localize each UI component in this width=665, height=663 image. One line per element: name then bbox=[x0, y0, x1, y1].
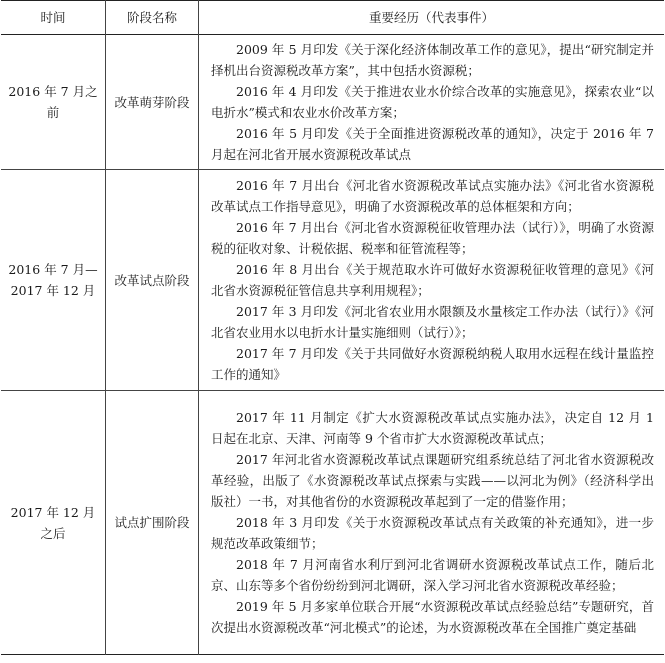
time-cell: 2017 年 12 月之后 bbox=[1, 391, 106, 655]
header-stage: 阶段名称 bbox=[106, 1, 199, 35]
events-cell bbox=[199, 170, 665, 391]
event-item: 2009 年 5 月印发《关于深化经济体制改革工作的意见》，提出“研究制定并择机出台资源税改革方案”，其中包括水资源税； bbox=[211, 42, 654, 78]
event-item: 2018 年 7 月河南省水利厅到河北省调研水资源税改革试点工作，随后北京、山东等多个省份纷纷到河北调研，深入学习河北省水资源税改革经验； bbox=[211, 557, 654, 593]
event-item: 2018 年 3 月印发《关于水资源税改革试点有关政策的补充通知》，进一步规范改革政策细节； bbox=[211, 515, 654, 551]
event-item: 2016 年 4 月印发《关于推进农业水价综合改革的实施意见》，探索农业“以电折水”模式和农业水价改革方案； bbox=[211, 84, 654, 120]
table-row bbox=[1, 391, 664, 655]
table-row bbox=[1, 35, 664, 170]
events-cell bbox=[199, 391, 665, 655]
event-item: 2016 年 7 月出台《河北省水资源税改革试点实施办法》《河北省水资源税改革试点工作指导意见》，明确了水资源税改革的总体框架和方向； bbox=[211, 178, 654, 214]
event-item: 2017 年 7 月印发《关于共同做好水资源税纳税人取用水远程在线计量监控工作的通知》 bbox=[211, 346, 654, 382]
event-item: 2017 年河北省水资源税改革试点课题研究组系统总结了河北省水资源税改革经验，出版了《水资源税改革试点探索与实践——以河北为例》（经济科学出版社）一书，对其他省份的水资源税改革起到了一定的借鉴作用； bbox=[211, 452, 654, 509]
event-item: 2016 年 7 月出台《河北省水资源税征收管理办法（试行）》，明确了水资源税的征收对象、计税依据、税率和征管流程等； bbox=[211, 220, 654, 256]
events-cell bbox=[199, 35, 665, 170]
time-cell: 2016 年 7 月之前 bbox=[1, 35, 106, 170]
stage-cell: 试点扩围阶段 bbox=[106, 391, 199, 655]
event-item: 2016 年 5 月印发《关于全面推进资源税改革的通知》，决定于 2016 年 7 月起在河北省开展水资源税改革试点 bbox=[211, 126, 654, 162]
stage-cell: 改革萌芽阶段 bbox=[106, 35, 199, 170]
stage-cell: 改革试点阶段 bbox=[106, 170, 199, 391]
event-item: 2017 年 11 月制定《扩大水资源税改革试点实施办法》，决定自 12 月 1 日起在北京、天津、河南等 9 个省市扩大水资源税改革试点； bbox=[211, 410, 654, 446]
time-cell: 2016 年 7 月—2017 年 12 月 bbox=[1, 170, 106, 391]
header-events: 重要经历（代表事件） bbox=[368, 10, 494, 25]
reform-stages-table bbox=[1, 0, 664, 655]
table-row bbox=[1, 170, 664, 391]
event-item: 2019 年 5 月多家单位联合开展“水资源税改革试点经验总结”专题研究，首次提出水资源税改革“河北模式”的论述，为水资源税改革在全国推广奠定基础 bbox=[211, 599, 654, 635]
header-time: 时间 bbox=[1, 1, 106, 35]
event-item: 2017 年 3 月印发《河北省农业用水限额及水量核定工作办法（试行）》《河北省农业用水以电折水计量实施细则（试行）》； bbox=[211, 304, 654, 340]
table-header-row bbox=[1, 1, 664, 35]
event-item: 2016 年 8 月出台《关于规范取水许可做好水资源税征收管理的意见》《河北省水资源税征管信息共享利用规程》； bbox=[211, 262, 654, 298]
